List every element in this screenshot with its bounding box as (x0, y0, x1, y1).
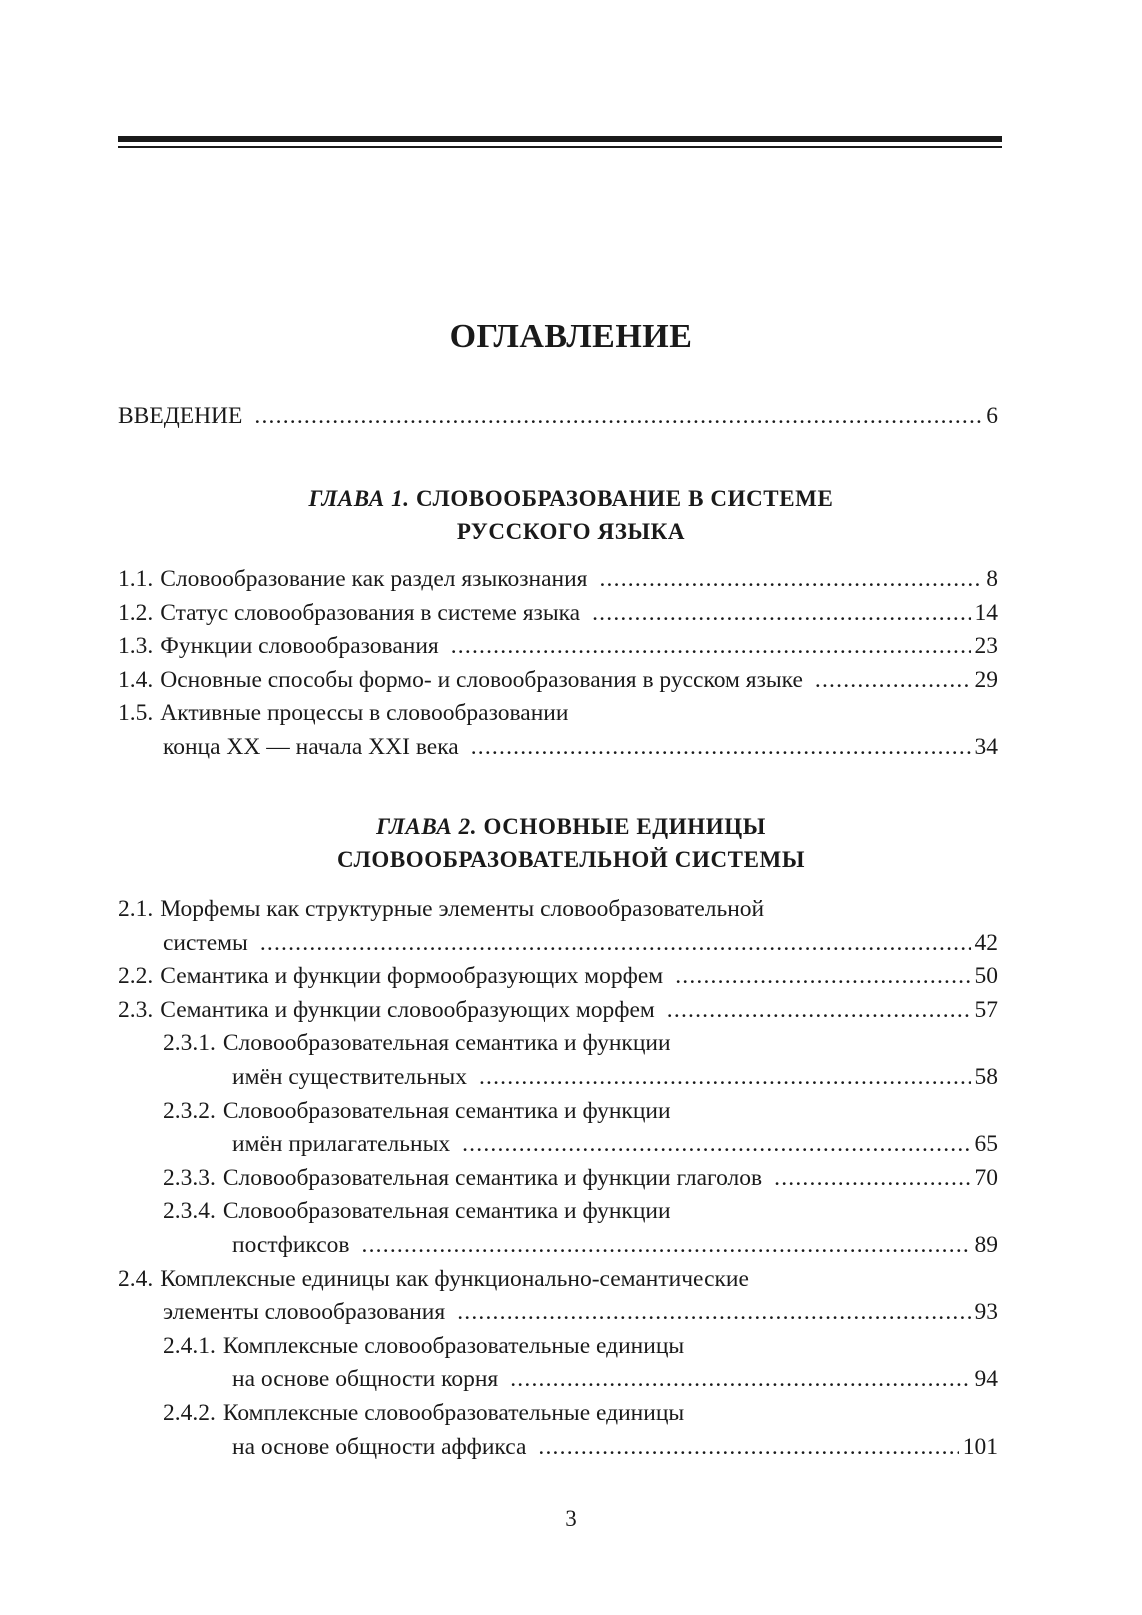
toc-entry-title: Основные способы формо- и словообразования в русском языке (160, 666, 803, 693)
dot-leader (362, 1229, 971, 1263)
toc-entry-2-3-3[interactable] (118, 1162, 998, 1196)
toc-entry-intro[interactable] (118, 400, 998, 434)
toc-entry-title: Словообразовательная семантика и функции глаголов (222, 1164, 763, 1191)
toc-entry-2-4-1[interactable] (118, 1330, 998, 1397)
dot-leader (774, 1162, 970, 1196)
dot-leader (538, 1431, 958, 1465)
toc-entry-number: 2.3.2. (163, 1097, 216, 1124)
toc-entry-2-3-4[interactable] (118, 1195, 998, 1262)
toc-entry-number: 2.4.1. (163, 1332, 216, 1359)
toc-entry-number: 2.3. (118, 996, 154, 1023)
toc-entry-page: 57 (974, 996, 998, 1023)
toc-entry-title: Морфемы как структурные элементы словообразовательной (160, 896, 765, 922)
dot-leader (451, 630, 971, 664)
toc-entry-page: 34 (974, 733, 998, 760)
toc-entry-page: 8 (986, 566, 998, 592)
toc-entry-title-cont: на основе общности корня (232, 1366, 499, 1393)
toc-entry-2-3[interactable] (118, 994, 998, 1028)
toc-entry-number: 2.2. (118, 963, 154, 990)
toc-entry-1-1[interactable] (118, 563, 998, 597)
dot-leader (510, 1363, 970, 1397)
toc-entry-number: 2.1. (118, 896, 154, 922)
dot-leader (457, 1296, 970, 1330)
toc-entry-title-cont: элементы словообразования (163, 1299, 446, 1326)
toc-entry-title-cont: постфиксов (232, 1231, 350, 1258)
toc-entry-page: 93 (974, 1299, 998, 1326)
toc-entry-1-2[interactable] (118, 597, 998, 631)
toc-entry-title-cont: системы (163, 929, 248, 956)
dot-leader (815, 664, 971, 698)
toc-entry-page: 29 (974, 666, 998, 693)
header-rule-thin (118, 146, 1002, 148)
toc-entry-2-2[interactable] (118, 960, 998, 994)
chapter-title-line2: СЛОВООБРАЗОВАТЕЛЬНОЙ СИСТЕМЫ (336, 847, 806, 872)
toc-entry-number: 2.4. (118, 1265, 154, 1292)
toc-entry-2-4[interactable] (118, 1263, 998, 1330)
dot-leader (667, 994, 971, 1028)
chapter-title-line1: ОСНОВНЫЕ ЕДИНИЦЫ (483, 814, 766, 839)
toc-entry-1-4[interactable] (118, 664, 998, 698)
toc-entry-number: 1.1. (118, 566, 154, 592)
toc-entry-title: Словообразовательная семантика и функции (222, 1097, 671, 1124)
toc-entry-number: 1.3. (118, 633, 154, 660)
toc-entry-title: Комплексные единицы как функционально-семантические (160, 1265, 749, 1292)
page-title: ОГЛАВЛЕНИЕ (449, 318, 693, 355)
toc-entry-page: 65 (974, 1131, 998, 1158)
toc-entry-number: 1.2. (118, 599, 154, 626)
chapter-2-heading (0, 810, 1142, 876)
chapter-title-line2: РУССКОГО ЯЗЫКА (456, 519, 686, 544)
toc-entry-number: 2.4.2. (163, 1399, 216, 1426)
toc-entry-title: Словообразовательная семантика и функции (222, 1030, 671, 1057)
toc-entry-2-4-2[interactable] (118, 1397, 998, 1464)
toc-entry-title: ВВЕДЕНИЕ (118, 403, 243, 429)
dot-leader (260, 927, 971, 961)
toc-entry-page: 101 (962, 1433, 998, 1460)
toc-entry-title: Словообразовательная семантика и функции (222, 1198, 671, 1225)
toc-entry-page: 6 (986, 403, 998, 429)
dot-leader (592, 597, 970, 631)
dot-leader (462, 1128, 970, 1162)
toc-entry-page: 23 (974, 633, 998, 660)
toc-entry-number: 2.3.4. (163, 1198, 216, 1225)
page-number: 3 (565, 1506, 577, 1531)
toc-entry-title-cont: конца ХХ — начала ХХI века (163, 733, 459, 760)
toc-intro (118, 400, 998, 434)
toc-entry-number: 1.4. (118, 666, 154, 693)
toc-entry-title-cont: имён прилагательных (232, 1131, 451, 1158)
toc-entry-page: 14 (974, 599, 998, 626)
toc-entry-page: 50 (974, 963, 998, 990)
toc-entry-2-3-1[interactable] (118, 1027, 998, 1094)
toc-entry-number: 2.3.3. (163, 1164, 216, 1191)
toc-entry-title: Функции словообразования (160, 633, 439, 660)
dot-leader (254, 400, 982, 434)
header-rule-thick (118, 136, 1002, 142)
toc-entry-page: 58 (974, 1063, 998, 1090)
chapter-label: ГЛАВА 1. (308, 486, 410, 511)
dot-leader (675, 960, 970, 994)
toc-entry-title: Словообразование как раздел языкознания (160, 566, 588, 592)
toc-entry-page: 89 (974, 1231, 998, 1258)
toc-entry-title: Семантика и функции формообразующих морфем (160, 963, 664, 990)
toc-entry-title: Активные процессы в словообразовании (160, 700, 569, 727)
chapter-1-heading (0, 482, 1142, 548)
toc-entry-number: 1.5. (118, 700, 154, 727)
toc-entry-title-cont: на основе общности аффикса (232, 1433, 527, 1460)
toc-entry-title: Комплексные словообразовательные единицы (222, 1332, 685, 1359)
dot-leader (599, 563, 982, 597)
toc-entry-1-3[interactable] (118, 630, 998, 664)
toc-chapter-1 (118, 563, 998, 765)
toc-entry-title: Комплексные словообразовательные единицы (222, 1399, 685, 1426)
toc-entry-title: Семантика и функции словообразующих морфем (160, 996, 655, 1023)
toc-entry-1-5[interactable] (118, 697, 998, 764)
dot-leader (471, 731, 971, 765)
toc-entry-title-cont: имён существительных (232, 1063, 467, 1090)
toc-entry-2-1[interactable] (118, 893, 998, 960)
toc-chapter-2 (118, 893, 998, 1464)
dot-leader (479, 1061, 971, 1095)
toc-entry-2-3-2[interactable] (118, 1095, 998, 1162)
toc-entry-page: 94 (974, 1366, 998, 1393)
toc-entry-number: 2.3.1. (163, 1030, 216, 1057)
toc-entry-page: 42 (974, 929, 998, 956)
toc-entry-page: 70 (974, 1164, 998, 1191)
chapter-title-line1: СЛОВООБРАЗОВАНИЕ В СИСТЕМЕ (415, 486, 834, 511)
toc-entry-title: Статус словообразования в системе языка (160, 599, 581, 626)
chapter-label: ГЛАВА 2. (376, 814, 478, 839)
